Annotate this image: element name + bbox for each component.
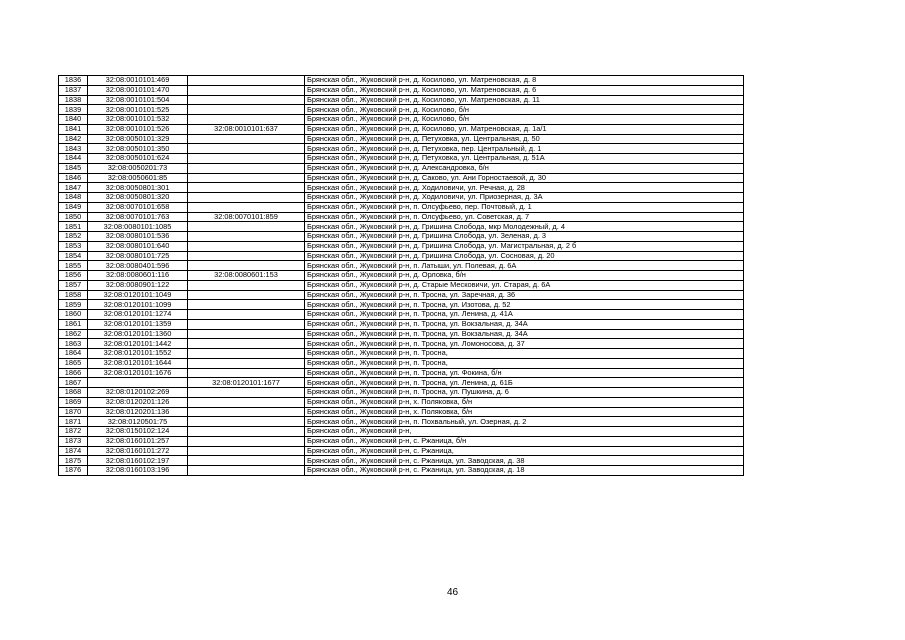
table-row bbox=[59, 193, 744, 203]
row-number-cell: 1839 bbox=[59, 105, 88, 115]
table-row bbox=[59, 417, 744, 427]
cadastral-number-cell: 32:08:0050801:301 bbox=[88, 183, 188, 193]
address-cell: Брянская обл., Жуковский р-н, д. Косилово, ул. Матреновская, д. 6 bbox=[305, 85, 744, 95]
cadastral-number-cell: 32:08:0080401:596 bbox=[88, 261, 188, 271]
related-cadastral-number-cell bbox=[188, 290, 305, 300]
related-cadastral-number-cell bbox=[188, 241, 305, 251]
table-row bbox=[59, 124, 744, 134]
row-number-cell: 1869 bbox=[59, 397, 88, 407]
cadastral-number-cell: 32:08:0080901:122 bbox=[88, 280, 188, 290]
related-cadastral-number-cell bbox=[188, 446, 305, 456]
table-row bbox=[59, 115, 744, 125]
row-number-cell: 1864 bbox=[59, 349, 88, 359]
related-cadastral-number-cell bbox=[188, 163, 305, 173]
table-row bbox=[59, 397, 744, 407]
cadastral-number-cell: 32:08:0080101:536 bbox=[88, 232, 188, 242]
table-row bbox=[59, 300, 744, 310]
table-row bbox=[59, 456, 744, 466]
row-number-cell: 1852 bbox=[59, 232, 88, 242]
row-number-cell: 1867 bbox=[59, 378, 88, 388]
table-row bbox=[59, 173, 744, 183]
address-cell: Брянская обл., Жуковский р-н, д. Косилово, ул. Матреновская, д. 8 bbox=[305, 76, 744, 86]
table-row bbox=[59, 222, 744, 232]
address-cell: Брянская обл., Жуковский р-н, bbox=[305, 427, 744, 437]
cadastral-number-cell: 32:08:0080601:116 bbox=[88, 271, 188, 281]
related-cadastral-number-cell bbox=[188, 105, 305, 115]
table-row bbox=[59, 319, 744, 329]
table-row bbox=[59, 163, 744, 173]
row-number-cell: 1868 bbox=[59, 388, 88, 398]
address-cell: Брянская обл., Жуковский р-н, д. Гришина Слобода, ул. Сосновая, д. 20 bbox=[305, 251, 744, 261]
table-row bbox=[59, 95, 744, 105]
row-number-cell: 1857 bbox=[59, 280, 88, 290]
cadastral-number-cell: 32:08:0080101:640 bbox=[88, 241, 188, 251]
row-number-cell: 1854 bbox=[59, 251, 88, 261]
cadastral-number-cell: 32:08:0120101:1442 bbox=[88, 339, 188, 349]
related-cadastral-number-cell bbox=[188, 407, 305, 417]
table-row bbox=[59, 407, 744, 417]
related-cadastral-number-cell bbox=[188, 202, 305, 212]
related-cadastral-number-cell: 32:08:0010101:637 bbox=[188, 124, 305, 134]
cadastral-number-cell: 32:08:0160101:272 bbox=[88, 446, 188, 456]
row-number-cell: 1872 bbox=[59, 427, 88, 437]
table-row bbox=[59, 134, 744, 144]
address-cell: Брянская обл., Жуковский р-н, д. Гришина Слобода, мкр Молодежный, д. 4 bbox=[305, 222, 744, 232]
address-cell: Брянская обл., Жуковский р-н, п. Олсуфьево, ул. Советская, д. 7 bbox=[305, 212, 744, 222]
cadastral-number-cell: 32:08:0070101:763 bbox=[88, 212, 188, 222]
row-number-cell: 1860 bbox=[59, 310, 88, 320]
row-number-cell: 1863 bbox=[59, 339, 88, 349]
table-row bbox=[59, 427, 744, 437]
related-cadastral-number-cell bbox=[188, 456, 305, 466]
related-cadastral-number-cell bbox=[188, 388, 305, 398]
table-row bbox=[59, 144, 744, 154]
table-row bbox=[59, 261, 744, 271]
related-cadastral-number-cell bbox=[188, 76, 305, 86]
row-number-cell: 1861 bbox=[59, 319, 88, 329]
cadastral-number-cell: 32:08:0050101:329 bbox=[88, 134, 188, 144]
address-cell: Брянская обл., Жуковский р-н, д. Косилово, ул. Матреновская, д. 1а/1 bbox=[305, 124, 744, 134]
table-row bbox=[59, 436, 744, 446]
cadastral-number-cell bbox=[88, 378, 188, 388]
cadastral-number-cell: 32:08:0070101:658 bbox=[88, 202, 188, 212]
related-cadastral-number-cell bbox=[188, 115, 305, 125]
cadastral-number-cell: 32:08:0010101:532 bbox=[88, 115, 188, 125]
row-number-cell: 1858 bbox=[59, 290, 88, 300]
address-cell: Брянская обл., Жуковский р-н, д. Гришина Слобода, ул. Зеленая, д. 3 bbox=[305, 232, 744, 242]
address-cell: Брянская обл., Жуковский р-н, д. Ходиловичи, ул. Приозерная, д. 3А bbox=[305, 193, 744, 203]
cadastral-number-cell: 32:08:0160103:196 bbox=[88, 466, 188, 476]
table-row bbox=[59, 329, 744, 339]
address-cell: Брянская обл., Жуковский р-н, п. Тросна, bbox=[305, 349, 744, 359]
cadastral-number-cell: 32:08:0050801:320 bbox=[88, 193, 188, 203]
related-cadastral-number-cell bbox=[188, 310, 305, 320]
address-cell: Брянская обл., Жуковский р-н, п. Тросна, ул. Заречная, д. 36 bbox=[305, 290, 744, 300]
row-number-cell: 1851 bbox=[59, 222, 88, 232]
row-number-cell: 1843 bbox=[59, 144, 88, 154]
cadastral-number-cell: 32:08:0010101:504 bbox=[88, 95, 188, 105]
address-cell: Брянская обл., Жуковский р-н, п. Тросна, ул. Вокзальная, д. 34А bbox=[305, 329, 744, 339]
cadastral-number-cell: 32:08:0050201:73 bbox=[88, 163, 188, 173]
address-cell: Брянская обл., Жуковский р-н, д. Саково, ул. Ани Горностаевой, д. 30 bbox=[305, 173, 744, 183]
address-cell: Брянская обл., Жуковский р-н, п. Тросна, ул. Ломоносова, д. 37 bbox=[305, 339, 744, 349]
cadastral-number-cell: 32:08:0120101:1644 bbox=[88, 358, 188, 368]
related-cadastral-number-cell bbox=[188, 134, 305, 144]
address-cell: Брянская обл., Жуковский р-н, д. Петуховка, пер. Центральный, д. 1 bbox=[305, 144, 744, 154]
cadastral-number-cell: 32:08:0120201:126 bbox=[88, 397, 188, 407]
cadastral-number-cell: 32:08:0010101:470 bbox=[88, 85, 188, 95]
table-row bbox=[59, 466, 744, 476]
row-number-cell: 1875 bbox=[59, 456, 88, 466]
row-number-cell: 1846 bbox=[59, 173, 88, 183]
cadastral-number-cell: 32:08:0160101:257 bbox=[88, 436, 188, 446]
address-cell: Брянская обл., Жуковский р-н, п. Тросна, ул. Пушкина, д. 6 bbox=[305, 388, 744, 398]
related-cadastral-number-cell bbox=[188, 173, 305, 183]
cadastral-number-cell: 32:08:0050101:624 bbox=[88, 154, 188, 164]
address-cell: Брянская обл., Жуковский р-н, д. Гришина Слобода, ул. Магистральная, д. 2 б bbox=[305, 241, 744, 251]
related-cadastral-number-cell bbox=[188, 183, 305, 193]
related-cadastral-number-cell bbox=[188, 95, 305, 105]
table-row bbox=[59, 271, 744, 281]
table-row bbox=[59, 183, 744, 193]
row-number-cell: 1841 bbox=[59, 124, 88, 134]
address-cell: Брянская обл., Жуковский р-н, с. Ржаница, ул. Заводская, д. 18 bbox=[305, 466, 744, 476]
row-number-cell: 1842 bbox=[59, 134, 88, 144]
address-cell: Брянская обл., Жуковский р-н, д. Петуховка, ул. Центральная, д. 50 bbox=[305, 134, 744, 144]
address-cell: Брянская обл., Жуковский р-н, д. Старые Месковичи, ул. Старая, д. 6А bbox=[305, 280, 744, 290]
address-cell: Брянская обл., Жуковский р-н, д. Косилово, б/н bbox=[305, 105, 744, 115]
address-cell: Брянская обл., Жуковский р-н, с. Ржаница, б/н bbox=[305, 436, 744, 446]
page-number: 46 bbox=[446, 587, 459, 598]
registry-table bbox=[58, 75, 744, 476]
row-number-cell: 1849 bbox=[59, 202, 88, 212]
row-number-cell: 1836 bbox=[59, 76, 88, 86]
cadastral-number-cell: 32:08:0010101:469 bbox=[88, 76, 188, 86]
address-cell: Брянская обл., Жуковский р-н, п. Тросна, ул. Изотова, д. 52 bbox=[305, 300, 744, 310]
cadastral-number-cell: 32:08:0080101:1085 bbox=[88, 222, 188, 232]
cadastral-number-cell: 32:08:0050101:350 bbox=[88, 144, 188, 154]
row-number-cell: 1856 bbox=[59, 271, 88, 281]
table-row bbox=[59, 76, 744, 86]
address-cell: Брянская обл., Жуковский р-н, с. Ржаница, ул. Заводская, д. 38 bbox=[305, 456, 744, 466]
row-number-cell: 1838 bbox=[59, 95, 88, 105]
related-cadastral-number-cell bbox=[188, 466, 305, 476]
row-number-cell: 1847 bbox=[59, 183, 88, 193]
row-number-cell: 1865 bbox=[59, 358, 88, 368]
related-cadastral-number-cell bbox=[188, 222, 305, 232]
address-cell: Брянская обл., Жуковский р-н, п. Тросна, ул. Ленина, д. 61Б bbox=[305, 378, 744, 388]
cadastral-number-cell: 32:08:0080101:725 bbox=[88, 251, 188, 261]
address-cell: Брянская обл., Жуковский р-н, х. Поляковка, б/н bbox=[305, 397, 744, 407]
table-row bbox=[59, 241, 744, 251]
related-cadastral-number-cell bbox=[188, 349, 305, 359]
related-cadastral-number-cell bbox=[188, 329, 305, 339]
row-number-cell: 1853 bbox=[59, 241, 88, 251]
row-number-cell: 1866 bbox=[59, 368, 88, 378]
related-cadastral-number-cell bbox=[188, 85, 305, 95]
cadastral-number-cell: 32:08:0120101:1676 bbox=[88, 368, 188, 378]
cadastral-number-cell: 32:08:0160102:197 bbox=[88, 456, 188, 466]
table-row bbox=[59, 310, 744, 320]
table-row bbox=[59, 154, 744, 164]
address-cell: Брянская обл., Жуковский р-н, п. Тросна, ул. Фокина, б/н bbox=[305, 368, 744, 378]
address-cell: Брянская обл., Жуковский р-н, д. Орловка, б/н bbox=[305, 271, 744, 281]
row-number-cell: 1862 bbox=[59, 329, 88, 339]
table-row bbox=[59, 368, 744, 378]
related-cadastral-number-cell: 32:08:0080601:153 bbox=[188, 271, 305, 281]
related-cadastral-number-cell: 32:08:0120101:1677 bbox=[188, 378, 305, 388]
table-row bbox=[59, 280, 744, 290]
cadastral-number-cell: 32:08:0120101:1359 bbox=[88, 319, 188, 329]
row-number-cell: 1876 bbox=[59, 466, 88, 476]
related-cadastral-number-cell bbox=[188, 427, 305, 437]
address-cell: Брянская обл., Жуковский р-н, д. Косилово, б/н bbox=[305, 115, 744, 125]
address-cell: Брянская обл., Жуковский р-н, д. Ходиловичи, ул. Речная, д. 28 bbox=[305, 183, 744, 193]
related-cadastral-number-cell bbox=[188, 397, 305, 407]
registry-table-body bbox=[59, 76, 744, 476]
table-row bbox=[59, 251, 744, 261]
related-cadastral-number-cell bbox=[188, 232, 305, 242]
address-cell: Брянская обл., Жуковский р-н, п. Тросна, bbox=[305, 358, 744, 368]
related-cadastral-number-cell bbox=[188, 339, 305, 349]
cadastral-number-cell: 32:08:0120201:136 bbox=[88, 407, 188, 417]
cadastral-number-cell: 32:08:0120101:1274 bbox=[88, 310, 188, 320]
related-cadastral-number-cell bbox=[188, 300, 305, 310]
row-number-cell: 1873 bbox=[59, 436, 88, 446]
related-cadastral-number-cell: 32:08:0070101:859 bbox=[188, 212, 305, 222]
related-cadastral-number-cell bbox=[188, 368, 305, 378]
row-number-cell: 1871 bbox=[59, 417, 88, 427]
row-number-cell: 1848 bbox=[59, 193, 88, 203]
related-cadastral-number-cell bbox=[188, 436, 305, 446]
table-row bbox=[59, 232, 744, 242]
address-cell: Брянская обл., Жуковский р-н, п. Латыши, ул. Полевая, д. 6А bbox=[305, 261, 744, 271]
row-number-cell: 1840 bbox=[59, 115, 88, 125]
table-row bbox=[59, 388, 744, 398]
cadastral-number-cell: 32:08:0120102:269 bbox=[88, 388, 188, 398]
cadastral-number-cell: 32:08:0150102:124 bbox=[88, 427, 188, 437]
related-cadastral-number-cell bbox=[188, 280, 305, 290]
table-row bbox=[59, 85, 744, 95]
table-row bbox=[59, 339, 744, 349]
row-number-cell: 1845 bbox=[59, 163, 88, 173]
row-number-cell: 1874 bbox=[59, 446, 88, 456]
cadastral-number-cell: 32:08:0120101:1049 bbox=[88, 290, 188, 300]
table-row bbox=[59, 446, 744, 456]
table-row bbox=[59, 105, 744, 115]
related-cadastral-number-cell bbox=[188, 193, 305, 203]
table-row bbox=[59, 378, 744, 388]
related-cadastral-number-cell bbox=[188, 358, 305, 368]
address-cell: Брянская обл., Жуковский р-н, п. Тросна, ул. Вокзальная, д. 34А bbox=[305, 319, 744, 329]
related-cadastral-number-cell bbox=[188, 417, 305, 427]
related-cadastral-number-cell bbox=[188, 154, 305, 164]
table-row bbox=[59, 202, 744, 212]
table-row bbox=[59, 212, 744, 222]
cadastral-number-cell: 32:08:0010101:525 bbox=[88, 105, 188, 115]
related-cadastral-number-cell bbox=[188, 319, 305, 329]
row-number-cell: 1844 bbox=[59, 154, 88, 164]
address-cell: Брянская обл., Жуковский р-н, с. Ржаница, bbox=[305, 446, 744, 456]
cadastral-number-cell: 32:08:0120101:1552 bbox=[88, 349, 188, 359]
address-cell: Брянская обл., Жуковский р-н, д. Косилово, ул. Матреновская, д. 11 bbox=[305, 95, 744, 105]
address-cell: Брянская обл., Жуковский р-н, п. Олсуфьево, пер. Почтовый, д. 1 bbox=[305, 202, 744, 212]
table-row bbox=[59, 290, 744, 300]
address-cell: Брянская обл., Жуковский р-н, п. Похвальный, ул. Озерная, д. 2 bbox=[305, 417, 744, 427]
cadastral-number-cell: 32:08:0120101:1360 bbox=[88, 329, 188, 339]
address-cell: Брянская обл., Жуковский р-н, д. Александровка, б/н bbox=[305, 163, 744, 173]
row-number-cell: 1859 bbox=[59, 300, 88, 310]
row-number-cell: 1837 bbox=[59, 85, 88, 95]
row-number-cell: 1855 bbox=[59, 261, 88, 271]
table-row bbox=[59, 358, 744, 368]
related-cadastral-number-cell bbox=[188, 144, 305, 154]
cadastral-number-cell: 32:08:0120101:1099 bbox=[88, 300, 188, 310]
cadastral-number-cell: 32:08:0120501:75 bbox=[88, 417, 188, 427]
cadastral-number-cell: 32:08:0050601:85 bbox=[88, 173, 188, 183]
address-cell: Брянская обл., Жуковский р-н, х. Поляковка, б/н bbox=[305, 407, 744, 417]
address-cell: Брянская обл., Жуковский р-н, п. Тросна, ул. Ленина, д. 41А bbox=[305, 310, 744, 320]
address-cell: Брянская обл., Жуковский р-н, д. Петуховка, ул. Центральная, д. 51А bbox=[305, 154, 744, 164]
table-row bbox=[59, 349, 744, 359]
related-cadastral-number-cell bbox=[188, 261, 305, 271]
cadastral-number-cell: 32:08:0010101:526 bbox=[88, 124, 188, 134]
related-cadastral-number-cell bbox=[188, 251, 305, 261]
row-number-cell: 1850 bbox=[59, 212, 88, 222]
row-number-cell: 1870 bbox=[59, 407, 88, 417]
